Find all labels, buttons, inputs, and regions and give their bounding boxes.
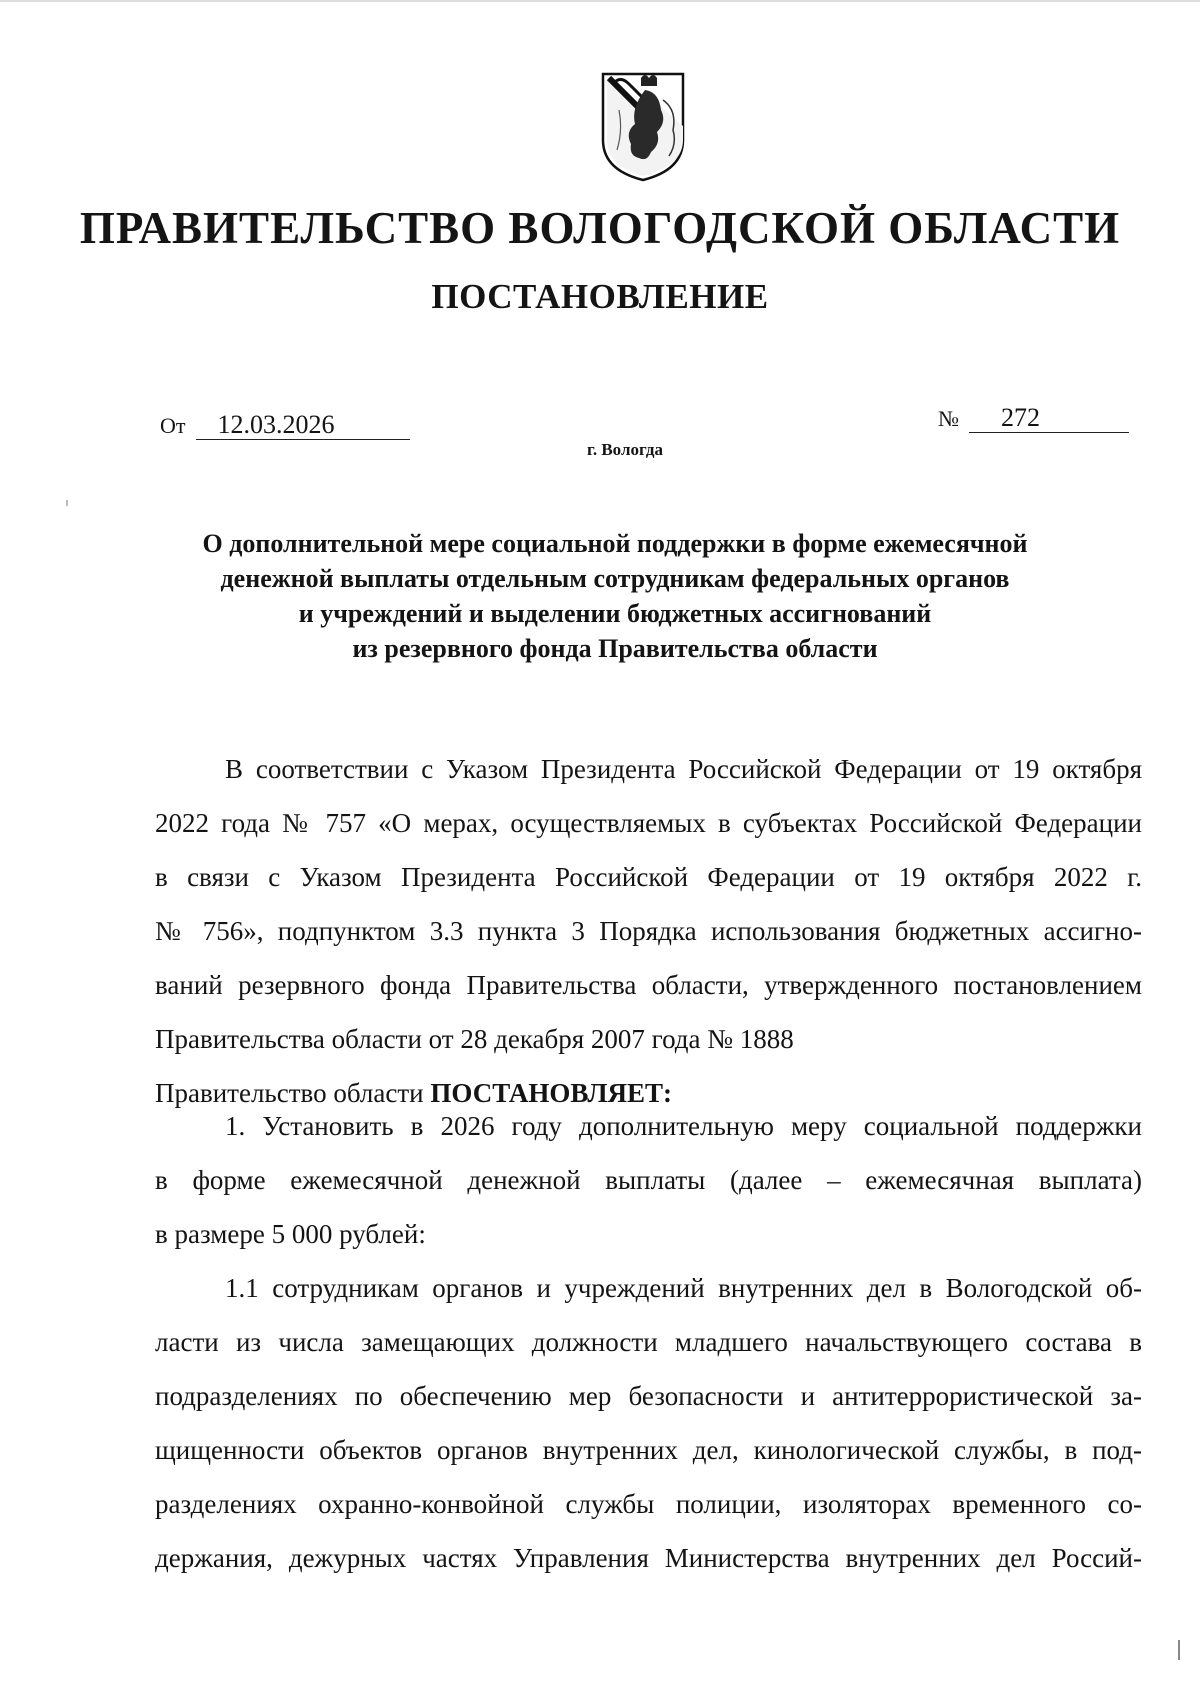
clause-1 (155, 1099, 1142, 1261)
document-type-title: ПОСТАНОВЛЕНИЕ (431, 277, 769, 316)
scan-artifact-dot (66, 500, 68, 506)
coat-of-arms-emblem (599, 70, 687, 182)
date-prefix: От (160, 413, 186, 438)
number-value: 272 (969, 404, 1129, 433)
resolves-prefix: Правительство области (155, 1078, 431, 1108)
body-line: подразделениях по обеспечению мер безопасности и антитеррористической за- (155, 1381, 1142, 1411)
scan-edge-top (0, 0, 1200, 2)
scan-artifact-mark (1178, 1640, 1180, 1660)
body-line: в размере 5 000 рублей: (155, 1219, 426, 1249)
number-prefix: № (938, 406, 959, 431)
date-value: 12.03.2026 (196, 411, 410, 440)
body-line: щищенности объектов органов внутренних дел, кинологической службы, в под- (155, 1435, 1142, 1465)
document-subject (150, 526, 1080, 666)
body-line: в форме ежемесячной денежной выплаты (далее – ежемесячная выплата) (155, 1165, 1142, 1195)
body-line: ласти из числа замещающих должности младшего начальствующего состава в (155, 1327, 1142, 1357)
subject-line: О дополнительной мере социальной поддержки в форме ежемесячной (202, 529, 1028, 558)
body-line: Правительства области от 28 декабря 2007 года № 1888 (155, 1024, 794, 1054)
document-date (160, 410, 410, 440)
resolves-keyword: ПОСТАНОВЛЯЕТ: (430, 1078, 672, 1108)
body-line: 1. Установить в 2026 году дополнительную меру социальной поддержки (225, 1111, 1142, 1141)
subject-line: денежной выплаты отдельным сотрудникам федеральных органов (220, 564, 1010, 593)
body-line: в связи с Указом Президента Российской Федерации от 19 октября 2022 г. (155, 862, 1142, 892)
body-line: 1.1 сотрудникам органов и учреждений внутренних дел в Вологодской об- (225, 1273, 1142, 1303)
government-title: ПРАВИТЕЛЬСТВО ВОЛОГОДСКОЙ ОБЛАСТИ (79, 203, 1121, 253)
preamble-paragraph (155, 742, 1142, 1120)
subject-line: и учреждений и выделении бюджетных ассигнований (298, 599, 932, 628)
city-name: г. Вологда (587, 440, 663, 459)
body-line: ваний резервного фонда Правительства области, утвержденного постановлением (155, 970, 1142, 1000)
body-line: держания, дежурных частях Управления Министерства внутренних дел Россий- (155, 1543, 1142, 1573)
clause-1-1 (155, 1261, 1142, 1585)
body-line: разделениях охранно-конвойной службы полиции, изоляторах временного со- (155, 1489, 1142, 1519)
document-number (938, 403, 1129, 433)
body-line: № 756», подпунктом 3.3 пункта 3 Порядка использования бюджетных ассигно- (155, 916, 1142, 946)
body-line: В соответствии с Указом Президента Российской Федерации от 19 октября (225, 754, 1142, 784)
city-line (0, 440, 1200, 460)
subject-line: из резервного фонда Правительства области (352, 634, 878, 663)
body-line: 2022 года № 757 «О мерах, осуществляемых в субъектах Российской Федерации (155, 808, 1142, 838)
